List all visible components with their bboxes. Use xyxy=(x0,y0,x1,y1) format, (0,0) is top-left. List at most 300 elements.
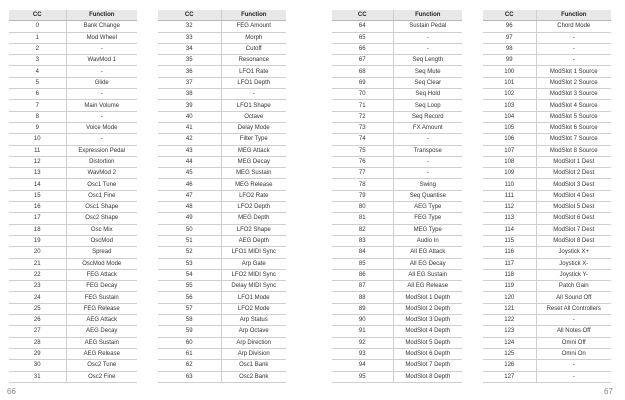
table-row xyxy=(332,43,462,54)
table-row xyxy=(9,66,137,77)
table-row xyxy=(9,360,137,371)
cc-number: 20 xyxy=(9,247,66,258)
function-name: Seq Hold xyxy=(393,89,462,100)
function-name: ModSlot 2 Source xyxy=(536,77,611,88)
cc-number: 22 xyxy=(9,269,66,280)
cc-number: 50 xyxy=(158,224,221,235)
cc-number: 9 xyxy=(9,122,66,133)
cc-number: 101 xyxy=(483,77,536,88)
table-row xyxy=(9,43,137,54)
function-name: Osc2 Tune xyxy=(66,360,137,371)
table-row xyxy=(158,145,286,156)
table-row xyxy=(332,247,462,258)
cc-number: 14 xyxy=(9,179,66,190)
cc-number: 35 xyxy=(158,55,221,66)
table-row xyxy=(9,213,137,224)
cc-number: 89 xyxy=(332,303,393,314)
cc-number: 95 xyxy=(332,371,393,382)
cc-number: 34 xyxy=(158,43,221,54)
table-row xyxy=(483,168,611,179)
cc-number: 60 xyxy=(158,337,221,348)
table-row xyxy=(158,168,286,179)
function-name: ModSlot 3 Dest xyxy=(536,179,611,190)
cc-number: 40 xyxy=(158,111,221,122)
function-name: MEG Release xyxy=(221,179,286,190)
cc-number: 63 xyxy=(158,371,221,382)
function-name: - xyxy=(221,89,286,100)
table-row xyxy=(9,224,137,235)
function-name: OscMod xyxy=(66,235,137,246)
function-name: Seq Length xyxy=(393,55,462,66)
function-name: MEG Decay xyxy=(221,156,286,167)
function-name: Filter Type xyxy=(221,134,286,145)
table-row xyxy=(332,371,462,382)
cc-number: 92 xyxy=(332,337,393,348)
cc-number: 100 xyxy=(483,66,536,77)
function-name: AEG Release xyxy=(66,348,137,359)
function-name: Joystick Y- xyxy=(536,269,611,280)
table-row xyxy=(332,235,462,246)
table-row xyxy=(332,202,462,213)
cc-number: 80 xyxy=(332,202,393,213)
table-row xyxy=(332,122,462,133)
table-row xyxy=(9,156,137,167)
function-name: Morph xyxy=(221,32,286,43)
table-row xyxy=(9,303,137,314)
cc-number: 105 xyxy=(483,122,536,133)
cc-number: 45 xyxy=(158,168,221,179)
table-row xyxy=(9,269,137,280)
table-row xyxy=(332,32,462,43)
function-name: AEG Sustain xyxy=(66,337,137,348)
cc-number: 1 xyxy=(9,32,66,43)
function-name: LFO1 Depth xyxy=(221,77,286,88)
cc-number: 110 xyxy=(483,179,536,190)
cc-number: 67 xyxy=(332,55,393,66)
table-row xyxy=(9,281,137,292)
function-name: Spread xyxy=(66,247,137,258)
cc-column-header: CC xyxy=(158,10,221,21)
page-number-left: 66 xyxy=(7,387,16,396)
table-row xyxy=(332,134,462,145)
table-row xyxy=(9,247,137,258)
cc-number: 0 xyxy=(9,21,66,32)
function-name: LFO1 Shape xyxy=(221,100,286,111)
table-row xyxy=(9,292,137,303)
function-name: Resonance xyxy=(221,55,286,66)
table-row xyxy=(332,77,462,88)
table-row xyxy=(483,190,611,201)
cc-number: 24 xyxy=(9,292,66,303)
cc-number: 2 xyxy=(9,43,66,54)
table-row xyxy=(332,258,462,269)
cc-number: 62 xyxy=(158,360,221,371)
function-name: Osc2 Fine xyxy=(66,371,137,382)
cc-number: 120 xyxy=(483,292,536,303)
cc-number: 119 xyxy=(483,281,536,292)
table-row xyxy=(158,326,286,337)
function-name: ModSlot 7 Depth xyxy=(393,360,462,371)
cc-number: 121 xyxy=(483,303,536,314)
cc-number: 96 xyxy=(483,21,536,32)
table-row xyxy=(483,326,611,337)
cc-number: 78 xyxy=(332,179,393,190)
function-name: Arp Division xyxy=(221,348,286,359)
function-name: Osc Mix xyxy=(66,224,137,235)
function-name: - xyxy=(536,371,611,382)
function-name: Audio In xyxy=(393,235,462,246)
cc-number: 28 xyxy=(9,337,66,348)
cc-number: 125 xyxy=(483,348,536,359)
cc-number: 72 xyxy=(332,111,393,122)
cc-number: 71 xyxy=(332,100,393,111)
cc-number: 23 xyxy=(9,281,66,292)
table-row xyxy=(9,89,137,100)
function-name: Voice Mode xyxy=(66,122,137,133)
cc-number: 13 xyxy=(9,168,66,179)
function-name: MEG Attack xyxy=(221,145,286,156)
table-row xyxy=(332,213,462,224)
cc-number: 3 xyxy=(9,55,66,66)
cc-number: 43 xyxy=(158,145,221,156)
table-row xyxy=(158,281,286,292)
function-name: - xyxy=(536,55,611,66)
function-name: Osc1 Fine xyxy=(66,190,137,201)
cc-number: 11 xyxy=(9,145,66,156)
function-name: Seq Record xyxy=(393,111,462,122)
cc-number: 21 xyxy=(9,258,66,269)
cc-number: 46 xyxy=(158,179,221,190)
function-name: FEG Type xyxy=(393,213,462,224)
cc-number: 38 xyxy=(158,89,221,100)
function-name: AEG Decay xyxy=(66,326,137,337)
table-row xyxy=(332,168,462,179)
table-row xyxy=(483,179,611,190)
cc-number: 122 xyxy=(483,315,536,326)
table-row xyxy=(483,371,611,382)
page-number-right: 67 xyxy=(604,387,613,396)
table-row xyxy=(9,55,137,66)
table-row xyxy=(158,247,286,258)
function-name: Seq Mute xyxy=(393,66,462,77)
function-name: LFO2 Shape xyxy=(221,224,286,235)
function-name: Expression Pedal xyxy=(66,145,137,156)
function-name: Osc1 Shape xyxy=(66,202,137,213)
cc-number: 47 xyxy=(158,190,221,201)
cc-number: 69 xyxy=(332,77,393,88)
cc-number: 55 xyxy=(158,281,221,292)
table-row xyxy=(9,315,137,326)
function-name: MEG Sustain xyxy=(221,168,286,179)
function-name: OscMod Mode xyxy=(66,258,137,269)
function-name: All EG Decay xyxy=(393,258,462,269)
function-name: ModSlot 1 Source xyxy=(536,66,611,77)
function-name: LFO1 MIDI Sync xyxy=(221,247,286,258)
cc-number: 48 xyxy=(158,202,221,213)
table-row xyxy=(483,21,611,32)
function-name: Transpose xyxy=(393,145,462,156)
table-row xyxy=(332,179,462,190)
cc-table-96-127 xyxy=(483,10,611,383)
function-name: - xyxy=(393,43,462,54)
table-row xyxy=(332,55,462,66)
cc-number: 124 xyxy=(483,337,536,348)
cc-number: 108 xyxy=(483,156,536,167)
cc-number: 98 xyxy=(483,43,536,54)
table-row xyxy=(9,168,137,179)
function-name: - xyxy=(66,111,137,122)
cc-table-64-95 xyxy=(332,10,462,383)
cc-number: 68 xyxy=(332,66,393,77)
cc-number: 36 xyxy=(158,66,221,77)
function-name: Bank Change xyxy=(66,21,137,32)
function-name: - xyxy=(66,66,137,77)
function-name: MEG Depth xyxy=(221,213,286,224)
table-row xyxy=(158,269,286,280)
table-row xyxy=(332,21,462,32)
table-row xyxy=(158,337,286,348)
cc-number: 112 xyxy=(483,202,536,213)
table-row xyxy=(332,224,462,235)
table-row xyxy=(9,145,137,156)
function-name: ModSlot 6 Depth xyxy=(393,348,462,359)
cc-number: 31 xyxy=(9,371,66,382)
table-row xyxy=(9,190,137,201)
cc-number: 66 xyxy=(332,43,393,54)
function-name: FX Amount xyxy=(393,122,462,133)
function-name: ModSlot 4 Depth xyxy=(393,326,462,337)
cc-number: 49 xyxy=(158,213,221,224)
cc-number: 27 xyxy=(9,326,66,337)
function-name: - xyxy=(66,89,137,100)
table-row xyxy=(158,371,286,382)
table-row xyxy=(9,32,137,43)
cc-number: 30 xyxy=(9,360,66,371)
table-row xyxy=(9,122,137,133)
table-row xyxy=(332,360,462,371)
function-name: ModSlot 8 Depth xyxy=(393,371,462,382)
function-name: ModSlot 7 Source xyxy=(536,134,611,145)
cc-number: 127 xyxy=(483,371,536,382)
table-row xyxy=(483,43,611,54)
cc-table-32-63 xyxy=(158,10,286,383)
table-row xyxy=(158,21,286,32)
cc-number: 97 xyxy=(483,32,536,43)
function-name: ModSlot 6 Dest xyxy=(536,213,611,224)
table-row xyxy=(483,55,611,66)
function-name: FEG Decay xyxy=(66,281,137,292)
cc-number: 73 xyxy=(332,122,393,133)
table-row xyxy=(332,292,462,303)
table-row xyxy=(158,43,286,54)
table-row xyxy=(483,111,611,122)
cc-number: 16 xyxy=(9,202,66,213)
cc-number: 39 xyxy=(158,100,221,111)
table-row xyxy=(9,134,137,145)
function-name: Joystick X- xyxy=(536,258,611,269)
cc-number: 79 xyxy=(332,190,393,201)
function-name: - xyxy=(66,43,137,54)
table-row xyxy=(158,111,286,122)
table-row xyxy=(9,326,137,337)
cc-number: 86 xyxy=(332,269,393,280)
cc-number: 52 xyxy=(158,247,221,258)
function-name: ModSlot 5 Dest xyxy=(536,202,611,213)
table-row xyxy=(332,348,462,359)
table-row xyxy=(158,202,286,213)
table-row xyxy=(158,213,286,224)
table-row xyxy=(332,269,462,280)
function-name: WavMod 1 xyxy=(66,55,137,66)
cc-number: 115 xyxy=(483,235,536,246)
table-row xyxy=(9,235,137,246)
table-row xyxy=(483,89,611,100)
cc-number: 54 xyxy=(158,269,221,280)
function-name: - xyxy=(393,168,462,179)
table-row xyxy=(158,303,286,314)
cc-number: 88 xyxy=(332,292,393,303)
function-name: Delay Mode xyxy=(221,122,286,133)
cc-number: 18 xyxy=(9,224,66,235)
table-row xyxy=(9,77,137,88)
cc-number: 29 xyxy=(9,348,66,359)
function-name: Cutoff xyxy=(221,43,286,54)
function-name: All Sound Off xyxy=(536,292,611,303)
function-name: ModSlot 8 Dest xyxy=(536,235,611,246)
function-name: LFO2 Rate xyxy=(221,190,286,201)
table-row xyxy=(332,281,462,292)
table-row xyxy=(483,134,611,145)
cc-column-header: CC xyxy=(9,10,66,21)
function-name: - xyxy=(393,134,462,145)
function-name: FEG Attack xyxy=(66,269,137,280)
table-row xyxy=(483,122,611,133)
table-row xyxy=(332,111,462,122)
function-name: Osc2 Bank xyxy=(221,371,286,382)
table-row xyxy=(158,66,286,77)
table-row xyxy=(483,156,611,167)
cc-number: 10 xyxy=(9,134,66,145)
function-name: FEG Amount xyxy=(221,21,286,32)
cc-number: 103 xyxy=(483,100,536,111)
cc-number: 44 xyxy=(158,156,221,167)
table-row xyxy=(158,156,286,167)
cc-table-0-31 xyxy=(9,10,137,383)
function-name: Sustain Pedal xyxy=(393,21,462,32)
function-name: Omni On xyxy=(536,348,611,359)
table-row xyxy=(158,235,286,246)
table-row xyxy=(158,179,286,190)
cc-number: 7 xyxy=(9,100,66,111)
cc-number: 5 xyxy=(9,77,66,88)
cc-number: 51 xyxy=(158,235,221,246)
table-row xyxy=(158,348,286,359)
table-row xyxy=(332,326,462,337)
function-name: Distortion xyxy=(66,156,137,167)
cc-column-header: CC xyxy=(483,10,536,21)
cc-number: 70 xyxy=(332,89,393,100)
function-name: AEG Attack xyxy=(66,315,137,326)
cc-number: 75 xyxy=(332,145,393,156)
function-name: All EG Sustain xyxy=(393,269,462,280)
cc-number: 61 xyxy=(158,348,221,359)
function-name: LFO1 Rate xyxy=(221,66,286,77)
table-row xyxy=(9,21,137,32)
cc-number: 104 xyxy=(483,111,536,122)
table-row xyxy=(483,202,611,213)
cc-number: 87 xyxy=(332,281,393,292)
cc-number: 56 xyxy=(158,292,221,303)
function-name: ModSlot 6 Source xyxy=(536,122,611,133)
function-name: Joystick X+ xyxy=(536,247,611,258)
table-row xyxy=(9,111,137,122)
table-row xyxy=(158,89,286,100)
table-row xyxy=(483,269,611,280)
function-name: ModSlot 1 Depth xyxy=(393,292,462,303)
cc-number: 109 xyxy=(483,168,536,179)
table-row xyxy=(483,315,611,326)
table-row xyxy=(158,224,286,235)
cc-number: 53 xyxy=(158,258,221,269)
table-row xyxy=(158,360,286,371)
function-column-header: Function xyxy=(393,10,462,21)
function-name: ModSlot 7 Dest xyxy=(536,224,611,235)
cc-number: 41 xyxy=(158,122,221,133)
table-row xyxy=(158,190,286,201)
table-row xyxy=(158,77,286,88)
function-column-header: Function xyxy=(221,10,286,21)
cc-number: 116 xyxy=(483,247,536,258)
table-row xyxy=(158,55,286,66)
function-name: - xyxy=(536,360,611,371)
table-row xyxy=(9,100,137,111)
cc-number: 19 xyxy=(9,235,66,246)
cc-number: 57 xyxy=(158,303,221,314)
cc-number: 106 xyxy=(483,134,536,145)
function-name: Main Volume xyxy=(66,100,137,111)
cc-number: 65 xyxy=(332,32,393,43)
table-row xyxy=(483,258,611,269)
function-name: - xyxy=(393,156,462,167)
cc-number: 26 xyxy=(9,315,66,326)
function-name: Patch Gain xyxy=(536,281,611,292)
cc-number: 12 xyxy=(9,156,66,167)
function-name: ModSlot 5 Depth xyxy=(393,337,462,348)
function-name: Osc1 Tune xyxy=(66,179,137,190)
cc-number: 117 xyxy=(483,258,536,269)
cc-number: 90 xyxy=(332,315,393,326)
table-row xyxy=(332,190,462,201)
table-row xyxy=(483,213,611,224)
cc-number: 6 xyxy=(9,89,66,100)
function-name: ModSlot 8 Source xyxy=(536,145,611,156)
table-row xyxy=(332,337,462,348)
function-name: LFO2 Mode xyxy=(221,303,286,314)
cc-number: 58 xyxy=(158,315,221,326)
function-column-header: Function xyxy=(536,10,611,21)
cc-number: 59 xyxy=(158,326,221,337)
table-row xyxy=(158,292,286,303)
table-row xyxy=(332,66,462,77)
cc-number: 15 xyxy=(9,190,66,201)
function-name: ModSlot 3 Depth xyxy=(393,315,462,326)
function-name: - xyxy=(536,32,611,43)
cc-number: 102 xyxy=(483,89,536,100)
table-row xyxy=(9,202,137,213)
cc-column-header: CC xyxy=(332,10,393,21)
cc-number: 64 xyxy=(332,21,393,32)
function-name: Osc2 Shape xyxy=(66,213,137,224)
